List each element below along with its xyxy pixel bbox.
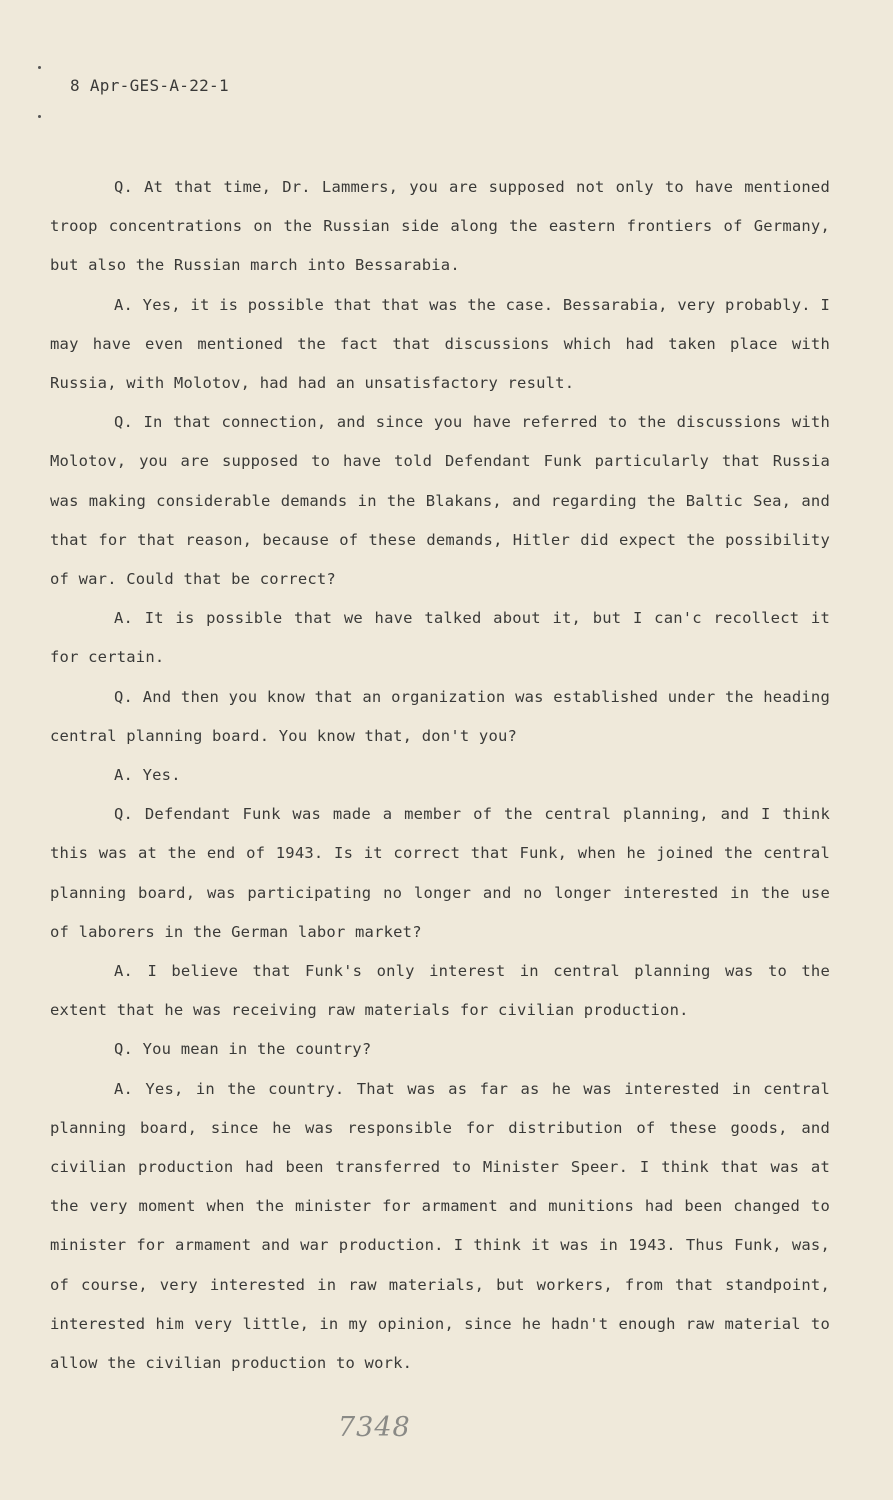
- transcript-body: [50, 168, 830, 1383]
- punch-hole-mark: [38, 66, 41, 69]
- answer-paragraph: A. I believe that Funk's only interest in central planning was to the extent that he was receiving raw materials for civilian production.: [50, 962, 830, 1020]
- answer-paragraph: A. It is possible that we have talked about it, but I can'c recollect it for certain.: [50, 609, 830, 667]
- document-reference: 8 Apr-GES-A-22-1: [70, 76, 229, 95]
- handwritten-page-number: 7348: [338, 1412, 411, 1443]
- answer-paragraph: A. Yes.: [114, 766, 181, 785]
- question-paragraph: Q. In that connection, and since you have referred to the discussions with Molotov, you are supposed to have told Defendant Funk particularly that Russia was making considerable demands in the Blakans, and regarding the Baltic Sea, and that for that reason, because of these demands, Hitler did expect the possibility of war. Could that be correct?: [50, 413, 830, 589]
- answer-paragraph: A. Yes, in the country. That was as far as he was interested in central planning board, since he was responsible for distribution of these goods, and civilian production had been transferred to Minister Speer. I think that was at the very moment when the minister for armament and munitions had been changed to minister for armament and war production. I think it was in 1943. Thus Funk, was, of course, very interested in raw materials, but workers, from that standpoint, interested him very little, in my opinion, since he hadn't enough raw material to allow the civilian production to work.: [50, 1079, 830, 1373]
- question-paragraph: Q. At that time, Dr. Lammers, you are supposed not only to have mentioned troop concentrations on the Russian side along the eastern frontiers of Germany, but also the Russian march into Bessarabia.: [50, 178, 830, 275]
- answer-paragraph: A. Yes, it is possible that that was the case. Bessarabia, very probably. I may have even mentioned the fact that discussions which had taken place with Russia, with Molotov, had had an unsatisfactory result.: [50, 295, 830, 393]
- question-paragraph: Q. You mean in the country?: [114, 1040, 372, 1059]
- question-paragraph: Q. And then you know that an organization was established under the heading central planning board. You know that, don't you?: [50, 687, 830, 745]
- question-paragraph: Q. Defendant Funk was made a member of the central planning, and I think this was at the end of 1943. Is it correct that Funk, when he joined the central planning board, was participating no longer and no longer interested in the use of laborers in the German labor market?: [50, 805, 830, 941]
- punch-hole-mark: [38, 115, 41, 118]
